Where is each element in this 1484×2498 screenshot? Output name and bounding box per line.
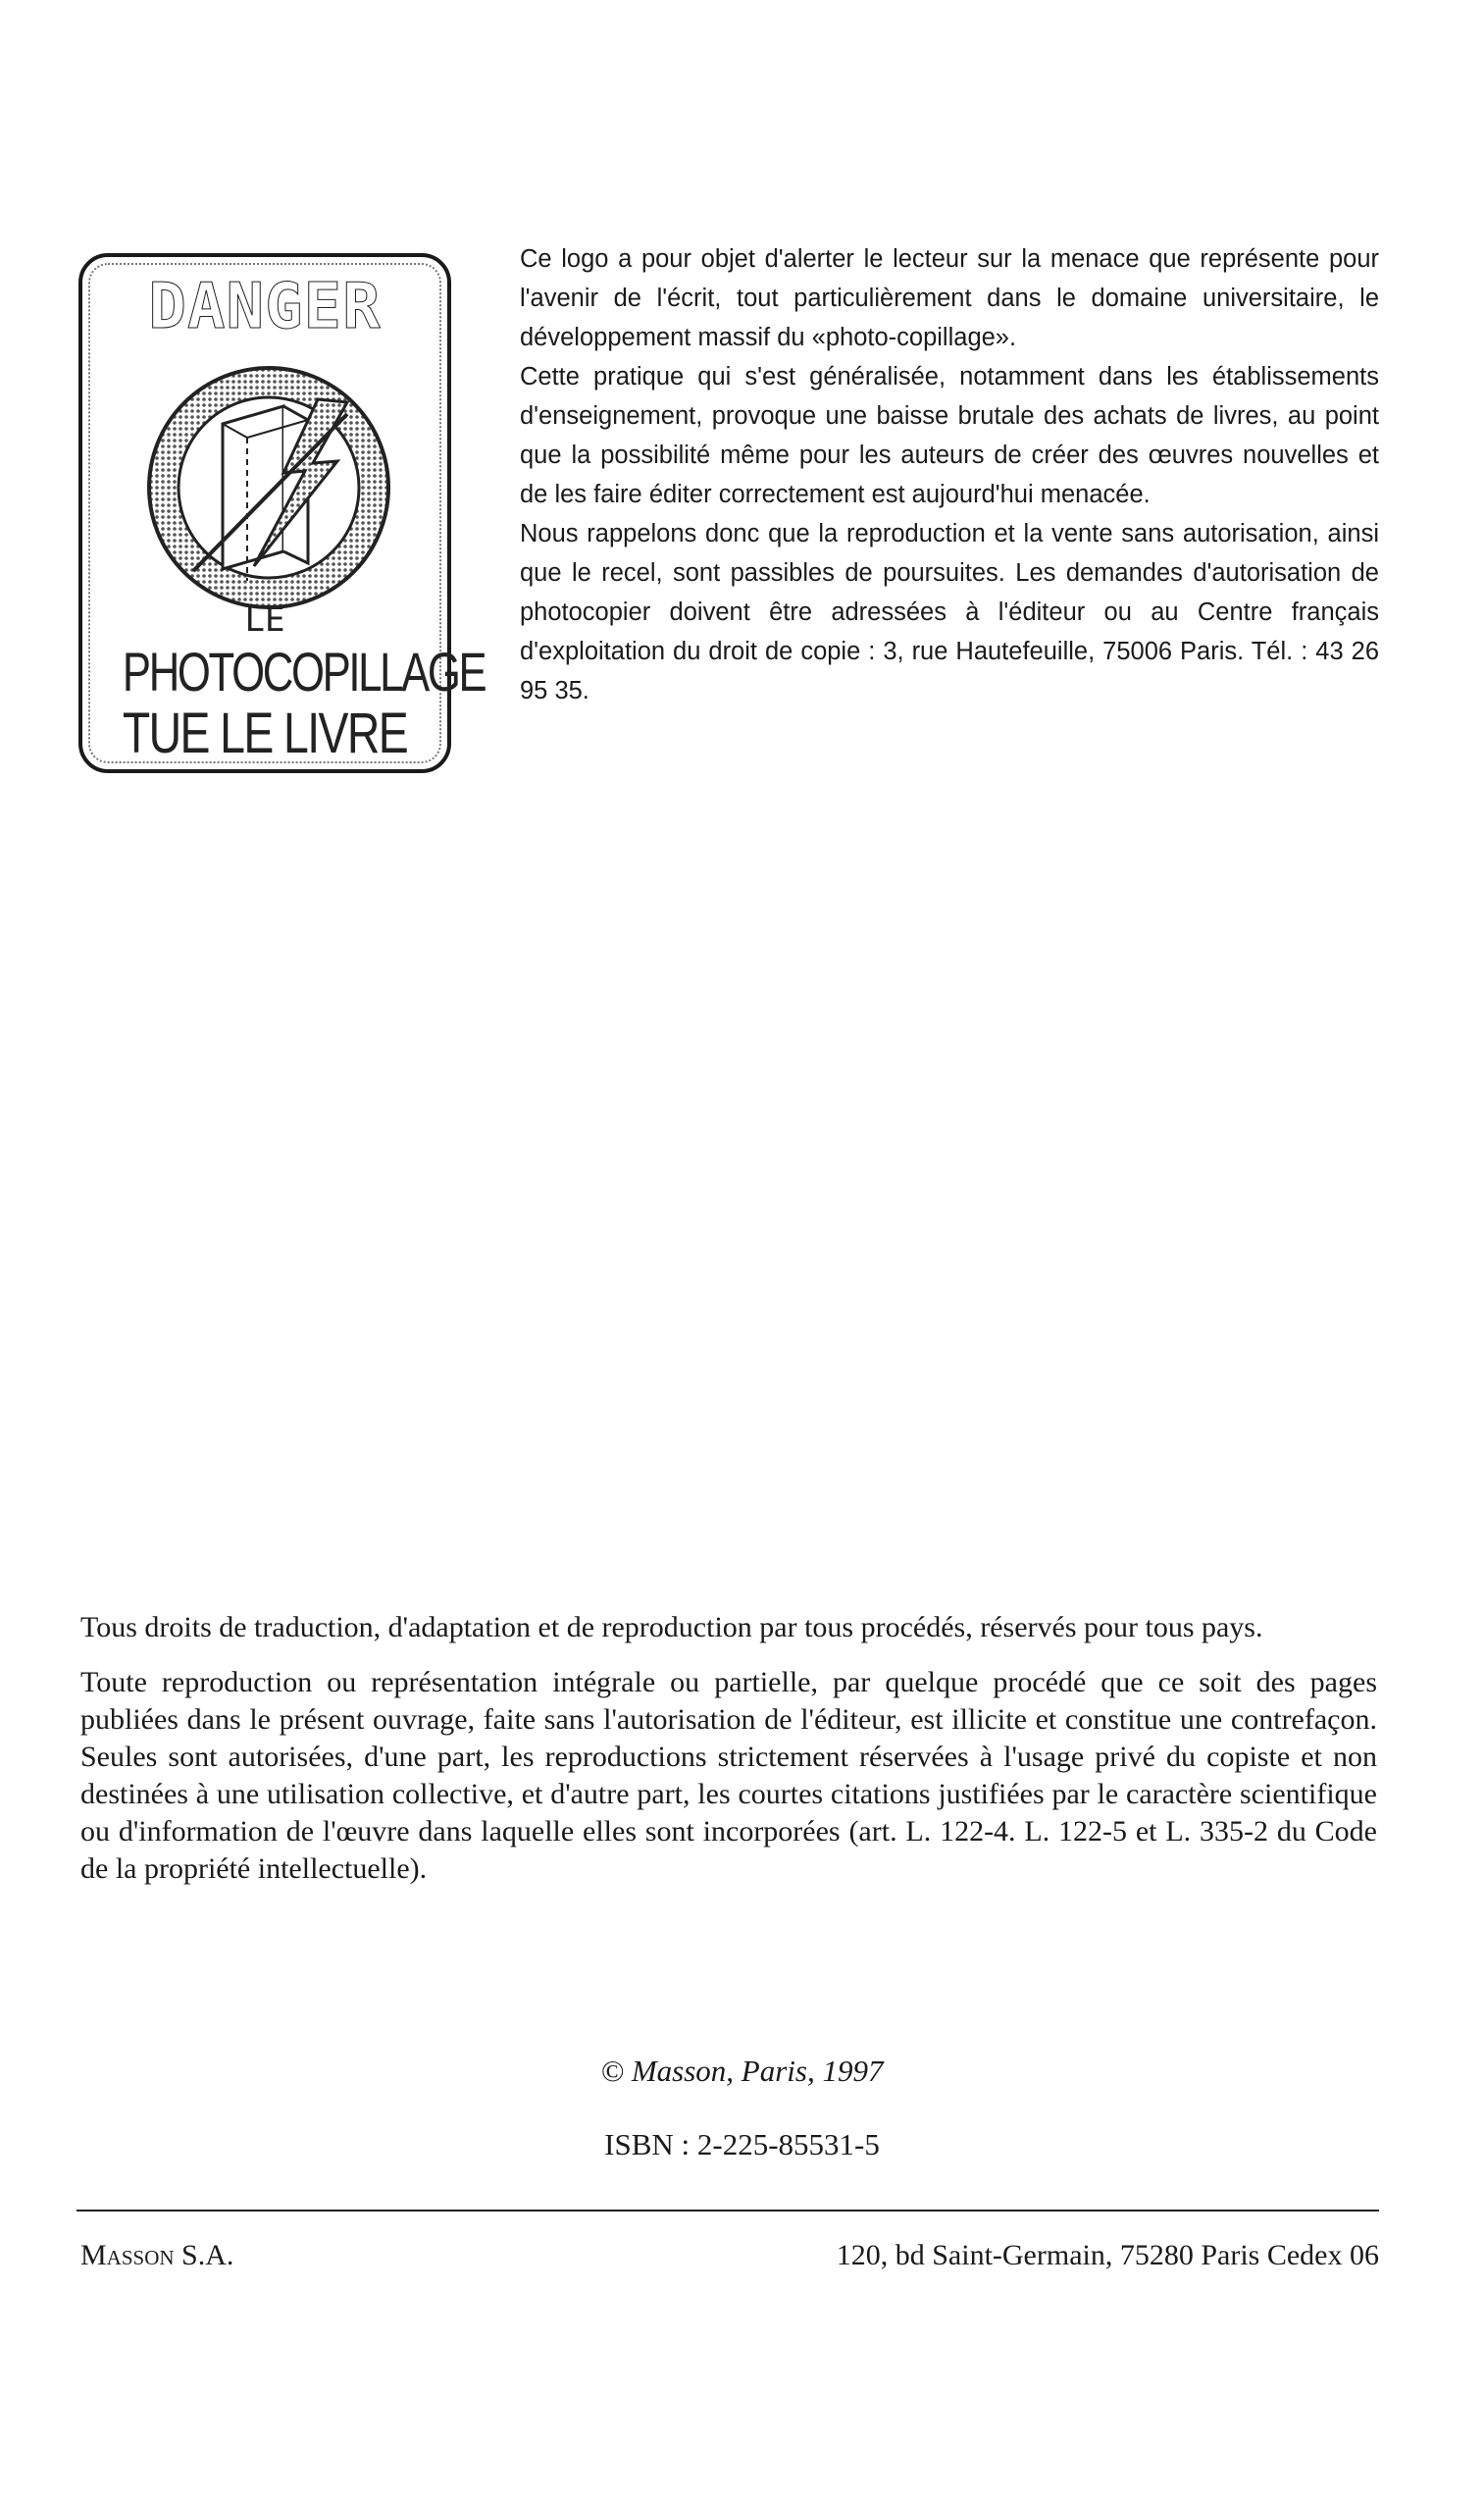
- rights-paragraph: Toute reproduction ou représentation intégrale ou partielle, par quelque procédé que ce soit des pages publiées dans le présent ouvrage, faite sans l'autorisation de l'éditeur, est illicite et constitue une contrefaçon. Seules sont autorisées, d'une part, les reproductions strictement réservées à l'usage privé du copiste et non destinées à une utilisation collective, et d'autre part, les courtes citations justifiées par le caractère scientifique ou d'information de l'œuvre dans laquelle elles sont incorporées (art. L. 122-4. L. 122-5 et L. 335-2 du Code de la propriété intellectuelle).: [80, 1666, 1377, 1885]
- rights-paragraph: Tous droits de traduction, d'adaptation et de reproduction par tous procédés, réservés pour tous pays.: [80, 1611, 1263, 1643]
- logo-photocopillage-text: PHOTOCOPILLAGE: [122, 641, 486, 703]
- footer-divider: [77, 2210, 1379, 2212]
- logo-le-text: LE: [244, 600, 285, 640]
- logo-danger-text: DANGER: [148, 271, 382, 343]
- notice-paragraph: Nous rappelons donc que la reproduction et la vente sans autorisation, ainsi que le recel, sont passibles de poursuites. Les demandes d'autorisation de photocopier doivent être adressées à l'éditeur ou au Centre français d'exploitation du droit de copie : 3, rue Hautefeuille, 75006 Paris. Tél. : 43 26 95 35.: [520, 520, 1379, 704]
- photocopy-notice: [520, 239, 1379, 710]
- publisher-address: 120, bd Saint-Germain, 75280 Paris Cedex 06: [836, 2239, 1379, 2271]
- notice-paragraph: Cette pratique qui s'est généralisée, notamment dans les établissements d'enseignement, provoque une baisse brutale des achats de livres, au point que la possibilité même pour les auteurs de créer des œuvres nouvelles et de les faire éditer correctement est aujourd'hui menacée.: [520, 363, 1379, 508]
- isbn-line: ISBN : 2-225-85531-5: [604, 2127, 880, 2161]
- logo-tue-le-livre-text: TUE LE LIVRE: [122, 702, 408, 765]
- danger-logo: [78, 253, 486, 773]
- notice-paragraph: Ce logo a pour objet d'alerter le lecteur sur la menace que représente pour l'avenir de l'écrit, tout particulièrement dans le domaine universitaire, le développement massif du «photo-copillage».: [520, 245, 1379, 351]
- no-photocopy-icon: [136, 355, 401, 620]
- rights-statement: [80, 1609, 1377, 1905]
- publisher-name: Masson S.A.: [80, 2239, 234, 2271]
- copyright-line: © Masson, Paris, 1997: [600, 2054, 884, 2088]
